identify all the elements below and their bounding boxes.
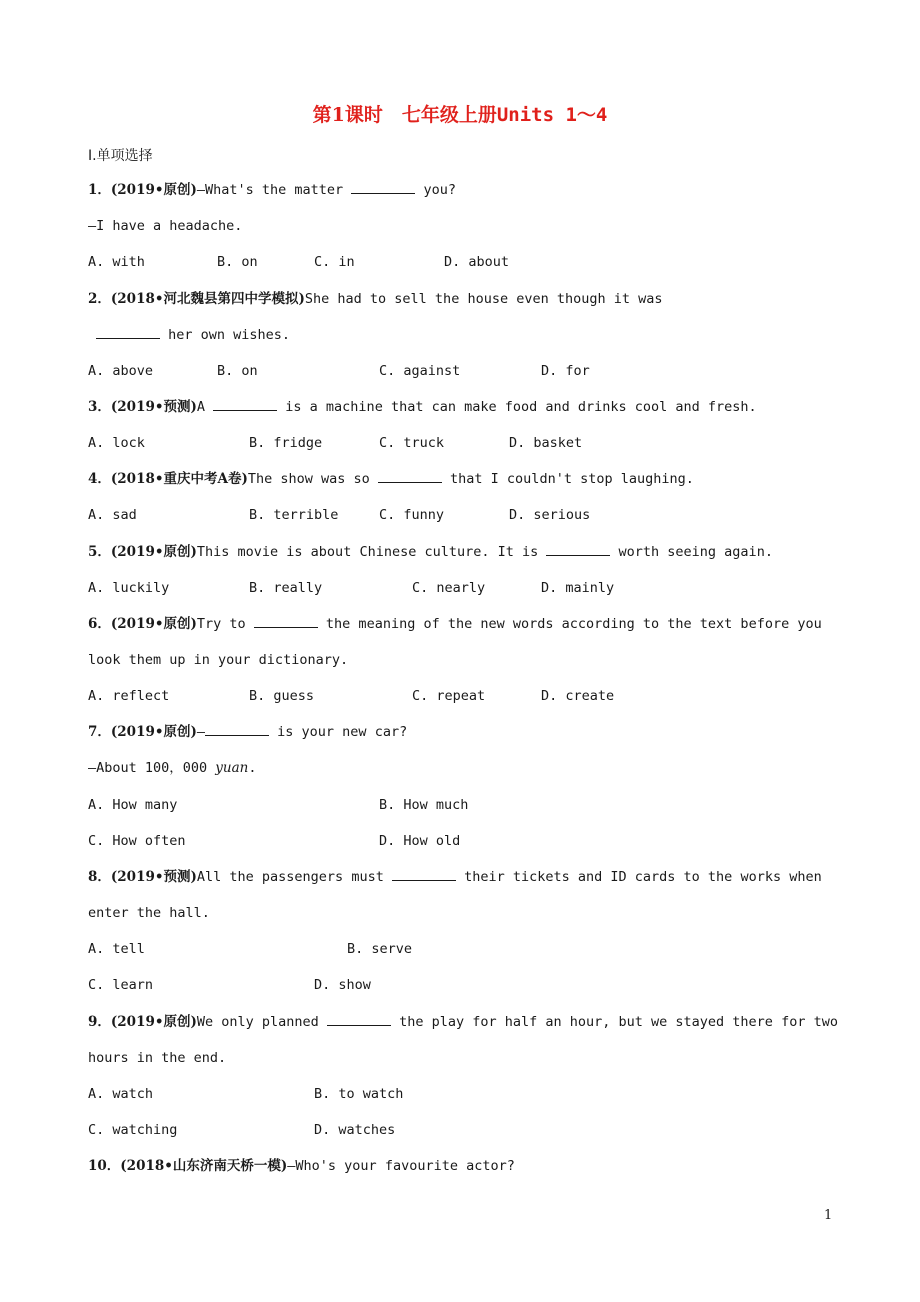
q4-option-b: B. terrible	[249, 507, 339, 523]
q3-option-a: A. lock	[88, 435, 145, 451]
q5-option-b: B. really	[249, 580, 323, 596]
q4-option-a: A. sad	[88, 507, 137, 523]
q7-option-c: C. How often	[88, 833, 186, 849]
q6-option-c: C. repeat	[412, 688, 486, 704]
question-1-stem: 1．(2019•原创)—What's the matter you?	[88, 179, 456, 201]
q3-option-b: B. fridge	[249, 435, 323, 451]
answer-blank	[254, 613, 318, 628]
answer-blank	[327, 1011, 391, 1026]
q7-option-d: D. How old	[379, 833, 461, 849]
question-7-reply: —About 100，000 yuan.	[88, 760, 257, 776]
answer-blank	[392, 866, 456, 881]
question-1-reply: —I have a headache.	[88, 218, 243, 234]
question-9-stem-cont: hours in the end.	[88, 1050, 227, 1066]
answer-blank	[378, 468, 442, 483]
q1-option-a: A. with	[88, 254, 145, 270]
question-5-stem: 5．(2019•原创)This movie is about Chinese culture. It is worth seeing again.	[88, 541, 773, 563]
q9-option-c: C. watching	[88, 1122, 178, 1138]
answer-blank	[351, 179, 415, 194]
q4-option-d: D. serious	[509, 507, 591, 523]
q6-option-d: D. create	[541, 688, 615, 704]
q8-option-b: B. serve	[347, 941, 413, 957]
q9-option-b: B. to watch	[314, 1086, 404, 1102]
q6-option-b: B. guess	[249, 688, 315, 704]
section-heading: Ⅰ.单项选择	[88, 148, 153, 164]
q2-option-c: C. against	[379, 363, 461, 379]
q9-option-d: D. watches	[314, 1122, 396, 1138]
question-9-stem: 9．(2019•原创)We only planned the play for half an hour, but we stayed there for two	[88, 1011, 838, 1033]
q2-option-a: A. above	[88, 363, 154, 379]
q2-option-b: B. on	[217, 363, 258, 379]
answer-blank	[213, 396, 277, 411]
answer-blank	[205, 721, 269, 736]
question-8-stem: 8．(2019•预测)All the passengers must their tickets and ID cards to the works when	[88, 866, 822, 888]
q1-option-b: B. on	[217, 254, 258, 270]
question-6-stem: 6．(2019•原创)Try to the meaning of the new words according to the text before you	[88, 613, 822, 635]
question-6-stem-cont: look them up in your dictionary.	[88, 652, 349, 668]
answer-blank	[546, 541, 610, 556]
q5-option-c: C. nearly	[412, 580, 486, 596]
q1-option-d: D. about	[444, 254, 510, 270]
q8-option-d: D. show	[314, 977, 371, 993]
question-2-stem: 2．(2018•河北魏县第四中学模拟)She had to sell the house even though it was	[88, 291, 663, 307]
q6-option-a: A. reflect	[88, 688, 170, 704]
q5-option-a: A. luckily	[88, 580, 170, 596]
question-2-stem-cont: her own wishes.	[96, 324, 290, 346]
q5-option-d: D. mainly	[541, 580, 615, 596]
page-title: 第1课时 七年级上册Units 1～4	[312, 104, 608, 126]
q8-option-a: A. tell	[88, 941, 145, 957]
q8-option-c: C. learn	[88, 977, 154, 993]
question-7-stem: 7．(2019•原创)— is your new car?	[88, 721, 407, 743]
question-3-stem: 3．(2019•预测)A is a machine that can make food and drinks cool and fresh.	[88, 396, 757, 418]
question-10-stem: 10．(2018•山东济南天桥一模)—Who's your favourite actor?	[88, 1158, 515, 1174]
answer-blank	[96, 324, 160, 339]
q9-option-a: A. watch	[88, 1086, 154, 1102]
q2-option-d: D. for	[541, 363, 590, 379]
q1-option-c: C. in	[314, 254, 355, 270]
page-number: 1	[824, 1208, 833, 1223]
q7-option-b: B. How much	[379, 797, 469, 813]
q7-option-a: A. How many	[88, 797, 178, 813]
q4-option-c: C. funny	[379, 507, 445, 523]
question-4-stem: 4．(2018•重庆中考A卷)The show was so that I couldn't stop laughing.	[88, 468, 694, 490]
question-8-stem-cont: enter the hall.	[88, 905, 210, 921]
q3-option-d: D. basket	[509, 435, 583, 451]
q3-option-c: C. truck	[379, 435, 445, 451]
